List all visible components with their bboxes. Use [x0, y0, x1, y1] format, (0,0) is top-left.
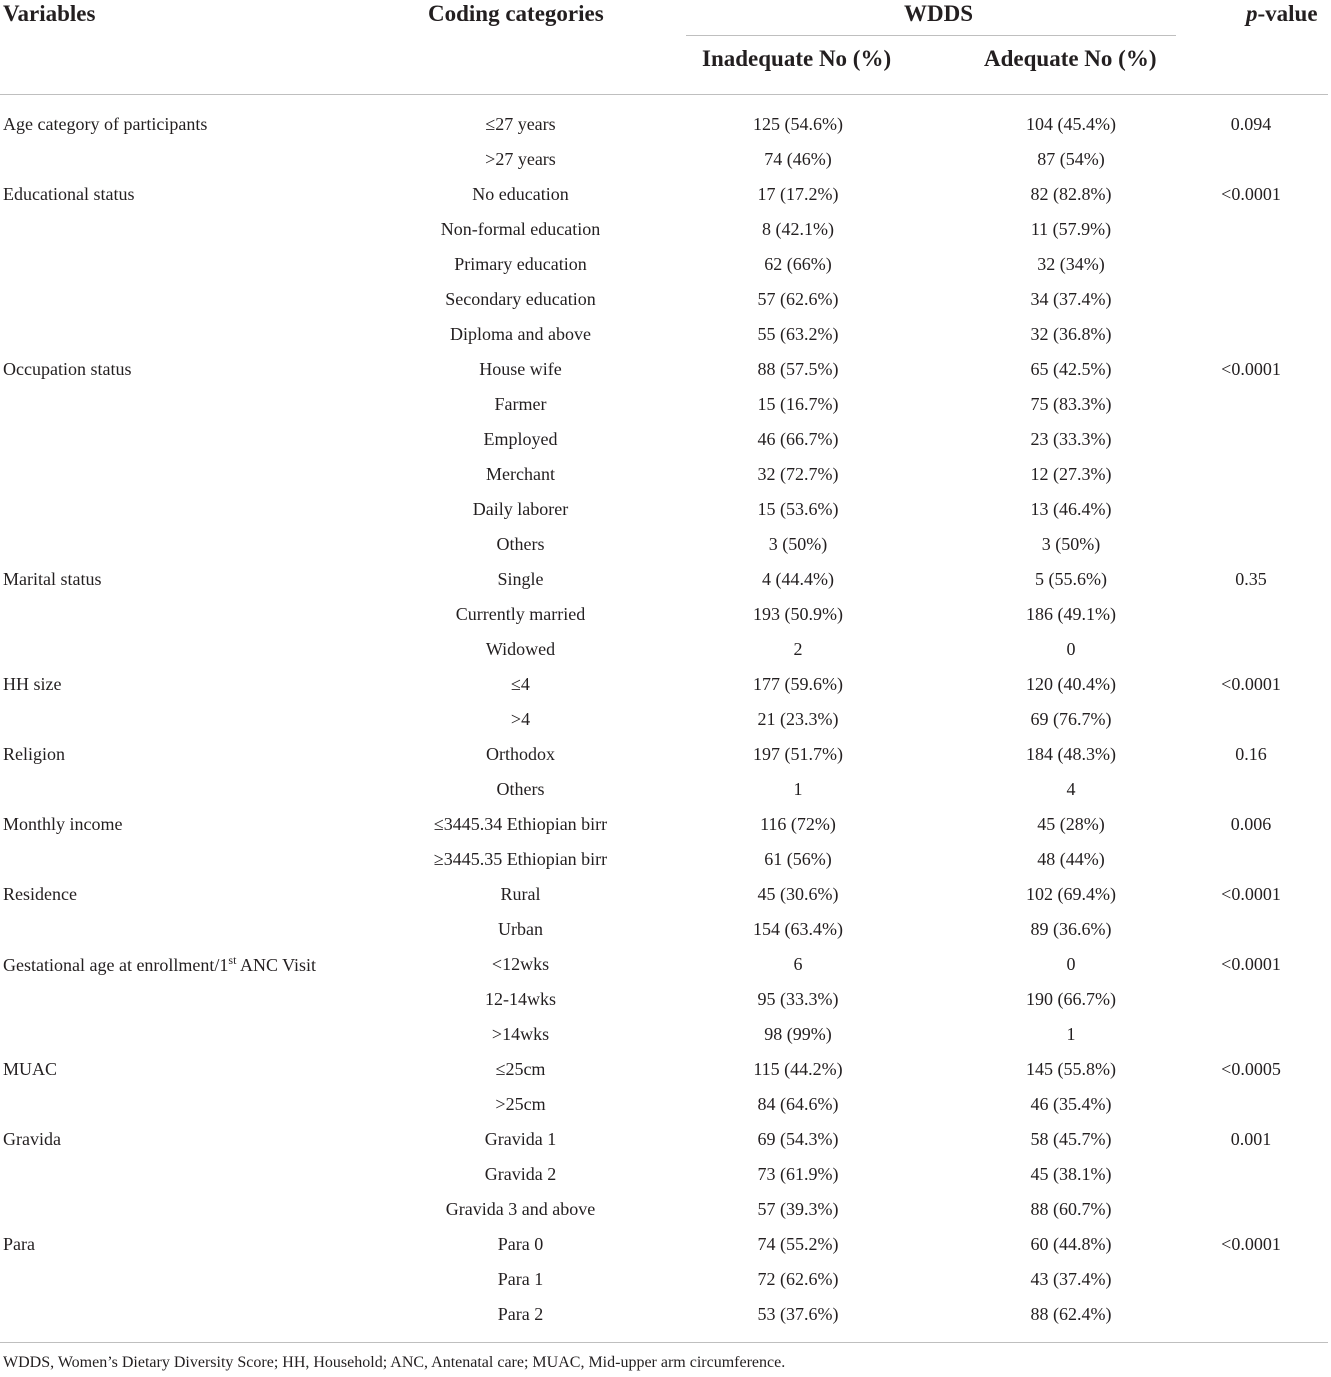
p-value-cell: <0.0001 [1221, 954, 1281, 974]
variable-cell [0, 282, 413, 317]
adequate-cell: 89 (36.6%) [1030, 919, 1112, 939]
data-table [0, 107, 1328, 1332]
adequate-cell: 23 (33.3%) [1030, 429, 1112, 449]
p-value-cell: 0.16 [1235, 744, 1267, 764]
p-value-cell [1174, 912, 1328, 947]
p-value-cell [1174, 1192, 1328, 1227]
category-cell: Rural [500, 884, 541, 904]
variable-superscript: st [228, 953, 237, 967]
category-cell: >27 years [485, 149, 556, 169]
inadequate-cell: 73 (61.9%) [757, 1164, 839, 1184]
inadequate-cell: 116 (72%) [760, 814, 836, 834]
category-cell: Farmer [494, 394, 547, 414]
category-cell: ≤4 [511, 674, 530, 694]
inadequate-cell: 61 (56%) [764, 849, 832, 869]
inadequate-cell: 154 (63.4%) [753, 919, 843, 939]
inadequate-cell: 2 [793, 639, 803, 659]
category-cell: Others [496, 534, 545, 554]
adequate-cell: 60 (44.8%) [1030, 1234, 1112, 1254]
category-cell: Employed [483, 429, 558, 449]
variable-cell: MUAC [3, 1059, 58, 1079]
inadequate-cell: 197 (51.7%) [753, 744, 843, 764]
adequate-cell: 88 (60.7%) [1030, 1199, 1112, 1219]
adequate-cell: 87 (54%) [1037, 149, 1105, 169]
p-value-cell: <0.0001 [1221, 1234, 1281, 1254]
category-cell: Para 0 [497, 1234, 544, 1254]
inadequate-cell: 3 (50%) [768, 534, 828, 554]
table-row [0, 632, 1328, 667]
adequate-cell: 46 (35.4%) [1030, 1094, 1112, 1114]
variable-cell [0, 527, 413, 562]
category-cell: Diploma and above [450, 324, 591, 344]
variable-cell [0, 387, 413, 422]
inadequate-cell: 45 (30.6%) [757, 884, 839, 904]
footer-rule [0, 1342, 1328, 1343]
variable-cell [0, 1087, 413, 1122]
category-cell: No education [472, 184, 569, 204]
header-wdds: WDDS [904, 1, 974, 26]
variable-cell [0, 422, 413, 457]
category-cell: House wife [479, 359, 562, 379]
category-cell: Para 1 [497, 1269, 544, 1289]
p-value-cell: <0.0001 [1221, 184, 1281, 204]
variable-cell: Marital status [3, 569, 102, 589]
p-value-cell [1174, 527, 1328, 562]
p-value-cell [1174, 842, 1328, 877]
category-cell: ≤25cm [495, 1059, 546, 1079]
table-row [0, 1157, 1328, 1192]
header-p-value [1246, 1, 1318, 27]
adequate-cell: 120 (40.4%) [1026, 674, 1116, 694]
table-row [0, 317, 1328, 352]
p-value-cell [1174, 317, 1328, 352]
table-row [0, 1052, 1328, 1087]
adequate-cell: 45 (38.1%) [1030, 1164, 1112, 1184]
table-row [0, 212, 1328, 247]
p-value-cell: <0.0001 [1221, 884, 1281, 904]
inadequate-cell: 4 (44.4%) [762, 569, 834, 589]
category-cell: Currently married [455, 604, 586, 624]
p-value-cell [1174, 1157, 1328, 1192]
p-value-cell [1174, 1297, 1328, 1332]
inadequate-cell: 15 (16.7%) [757, 394, 839, 414]
table-row [0, 422, 1328, 457]
variable-text: Gestational age at enrollment/1 [3, 955, 229, 975]
category-cell: Others [496, 779, 545, 799]
adequate-cell: 75 (83.3%) [1030, 394, 1112, 414]
table-row [0, 1297, 1328, 1332]
variable-cell [0, 317, 413, 352]
variable-cell: Religion [3, 744, 65, 764]
adequate-cell: 34 (37.4%) [1030, 289, 1112, 309]
adequate-cell: 32 (36.8%) [1030, 324, 1112, 344]
inadequate-cell: 57 (62.6%) [757, 289, 839, 309]
variable-cell [0, 1017, 413, 1052]
variable-cell [0, 772, 413, 807]
table-row [0, 562, 1328, 597]
p-value-cell [1174, 632, 1328, 667]
table-row [0, 352, 1328, 387]
variable-cell: HH size [3, 674, 62, 694]
table-row [0, 667, 1328, 702]
adequate-cell: 190 (66.7%) [1026, 989, 1116, 1009]
variable-cell: Para [3, 1234, 35, 1254]
category-cell: ≥3445.35 Ethiopian birr [433, 849, 608, 869]
category-cell: Single [497, 569, 544, 589]
category-cell: Gravida 3 and above [445, 1199, 596, 1219]
adequate-cell: 104 (45.4%) [1026, 114, 1116, 134]
header-rule [0, 94, 1328, 95]
inadequate-cell: 46 (66.7%) [757, 429, 839, 449]
p-value-cell [1174, 702, 1328, 737]
p-value-cell [1174, 457, 1328, 492]
table-row [0, 877, 1328, 912]
variable-cell [0, 912, 413, 947]
adequate-cell: 3 (50%) [1041, 534, 1101, 554]
header-inadequate: Inadequate No (%) [702, 46, 892, 71]
table-row [0, 842, 1328, 877]
variable-tail: ANC Visit [236, 955, 317, 975]
variable-cell [0, 632, 413, 667]
variable-cell [0, 1192, 413, 1227]
adequate-cell: 88 (62.4%) [1030, 1304, 1112, 1324]
adequate-cell: 69 (76.7%) [1030, 709, 1112, 729]
p-value-cell [1174, 1017, 1328, 1052]
p-value-cell [1174, 212, 1328, 247]
p-value-cell [1174, 772, 1328, 807]
variable-cell: Gravida [3, 1129, 61, 1149]
p-value-cell: 0.001 [1230, 1129, 1272, 1149]
inadequate-cell: 62 (66%) [764, 254, 832, 274]
variable-cell: Monthly income [3, 814, 123, 834]
adequate-cell: 48 (44%) [1037, 849, 1105, 869]
variable-cell: Age category of participants [3, 114, 208, 134]
table-row [0, 702, 1328, 737]
variable-cell [0, 1297, 413, 1332]
table-row [0, 282, 1328, 317]
inadequate-cell: 193 (50.9%) [753, 604, 843, 624]
variable-cell [0, 457, 413, 492]
adequate-cell: 5 (55.6%) [1035, 569, 1107, 589]
table-row [0, 492, 1328, 527]
p-value-cell [1174, 387, 1328, 422]
category-cell: ≤3445.34 Ethiopian birr [433, 814, 608, 834]
inadequate-cell: 32 (72.7%) [757, 464, 839, 484]
category-cell: Daily laborer [472, 499, 569, 519]
inadequate-cell: 53 (37.6%) [757, 1304, 839, 1324]
inadequate-cell: 6 [793, 954, 803, 974]
table-row [0, 247, 1328, 282]
inadequate-cell: 177 (59.6%) [753, 674, 843, 694]
wdds-underline [686, 35, 1176, 36]
category-cell: Gravida 1 [484, 1129, 557, 1149]
variable-cell: Residence [3, 884, 77, 904]
table-row [0, 597, 1328, 632]
variable-cell [0, 842, 413, 877]
adequate-cell: 0 [1066, 639, 1076, 659]
table-body [0, 107, 1328, 1332]
category-cell: 12-14wks [485, 989, 556, 1009]
table-row [0, 1087, 1328, 1122]
inadequate-cell: 55 (63.2%) [757, 324, 839, 344]
p-value-cell: <0.0001 [1221, 359, 1281, 379]
inadequate-cell: 69 (54.3%) [757, 1129, 839, 1149]
header-adequate: Adequate No (%) [984, 46, 1157, 71]
table-row [0, 947, 1328, 982]
category-cell: Para 2 [497, 1304, 544, 1324]
p-value-cell: <0.0005 [1221, 1059, 1281, 1079]
p-value-cell [1174, 492, 1328, 527]
p-value-cell: 0.094 [1230, 114, 1272, 134]
inadequate-cell: 1 [793, 779, 803, 799]
inadequate-cell: 88 (57.5%) [757, 359, 839, 379]
inadequate-cell: 74 (55.2%) [757, 1234, 839, 1254]
variable-cell [0, 947, 413, 982]
p-value-cell [1174, 982, 1328, 1017]
inadequate-cell: 8 (42.1%) [762, 219, 834, 239]
inadequate-cell: 21 (23.3%) [757, 709, 839, 729]
inadequate-cell: 98 (99%) [764, 1024, 832, 1044]
variable-cell [0, 1262, 413, 1297]
footnote: WDDS, Women’s Dietary Diversity Score; HH, Household; ANC, Antenatal care; MUAC, Mid-upper arm circumference. [3, 1354, 786, 1371]
table-row [0, 1122, 1328, 1157]
category-cell: Orthodox [486, 744, 555, 764]
adequate-cell: 32 (34%) [1037, 254, 1105, 274]
table-row [0, 807, 1328, 842]
variable-cell [0, 1157, 413, 1192]
p-value-cell [1174, 1087, 1328, 1122]
inadequate-cell: 84 (64.6%) [757, 1094, 839, 1114]
table-row [0, 1017, 1328, 1052]
adequate-cell: 186 (49.1%) [1026, 604, 1116, 624]
table-row [0, 457, 1328, 492]
variable-cell [0, 142, 413, 177]
table-row [0, 772, 1328, 807]
category-cell: Urban [498, 919, 543, 939]
inadequate-cell: 74 (46%) [764, 149, 832, 169]
p-value-cell: 0.006 [1230, 814, 1272, 834]
header-p-italic: p [1246, 1, 1258, 26]
header-variables: Variables [3, 1, 96, 26]
variable-cell [0, 702, 413, 737]
adequate-cell: 145 (55.8%) [1026, 1059, 1116, 1079]
variable-cell [0, 492, 413, 527]
inadequate-cell: 57 (39.3%) [757, 1199, 839, 1219]
category-cell: Primary education [454, 254, 587, 274]
inadequate-cell: 15 (53.6%) [757, 499, 839, 519]
inadequate-cell: 95 (33.3%) [757, 989, 839, 1009]
adequate-cell: 43 (37.4%) [1030, 1269, 1112, 1289]
inadequate-cell: 125 (54.6%) [753, 114, 843, 134]
category-cell: Merchant [486, 464, 555, 484]
table-row [0, 912, 1328, 947]
table-row [0, 1262, 1328, 1297]
variable-cell [0, 247, 413, 282]
variable-cell [0, 597, 413, 632]
table-row [0, 177, 1328, 212]
header-p-rest: -value [1257, 1, 1318, 26]
table-row [0, 982, 1328, 1017]
adequate-cell: 45 (28%) [1037, 814, 1105, 834]
variable-cell [0, 982, 413, 1017]
p-value-cell [1174, 142, 1328, 177]
category-cell: ≤27 years [485, 114, 556, 134]
category-cell: Gravida 2 [484, 1164, 557, 1184]
adequate-cell: 102 (69.4%) [1026, 884, 1116, 904]
adequate-cell: 184 (48.3%) [1026, 744, 1116, 764]
p-value-cell: <0.0001 [1221, 674, 1281, 694]
adequate-cell: 58 (45.7%) [1030, 1129, 1112, 1149]
category-cell: Widowed [485, 639, 556, 659]
inadequate-cell: 17 (17.2%) [757, 184, 839, 204]
p-value-cell [1174, 1262, 1328, 1297]
variable-cell [0, 212, 413, 247]
adequate-cell: 1 [1066, 1024, 1076, 1044]
category-cell: >4 [510, 709, 531, 729]
category-cell: <12wks [491, 954, 550, 974]
category-cell: Secondary education [445, 289, 596, 309]
adequate-cell: 82 (82.8%) [1030, 184, 1112, 204]
inadequate-cell: 72 (62.6%) [757, 1269, 839, 1289]
adequate-cell: 0 [1066, 954, 1076, 974]
adequate-cell: 4 [1066, 779, 1076, 799]
variable-cell: Occupation status [3, 359, 132, 379]
table-row [0, 107, 1328, 142]
table-row [0, 1227, 1328, 1262]
table-row [0, 1192, 1328, 1227]
p-value-cell [1174, 597, 1328, 632]
category-cell: >14wks [491, 1024, 550, 1044]
table-row [0, 387, 1328, 422]
p-value-cell [1174, 422, 1328, 457]
adequate-cell: 13 (46.4%) [1030, 499, 1112, 519]
adequate-cell: 11 (57.9%) [1030, 219, 1112, 239]
inadequate-cell: 115 (44.2%) [753, 1059, 843, 1079]
category-cell: >25cm [495, 1094, 546, 1114]
category-cell: Non-formal education [440, 219, 601, 239]
table-row [0, 737, 1328, 772]
table-row [0, 527, 1328, 562]
table-row [0, 142, 1328, 177]
header-coding-categories: Coding categories [428, 1, 604, 26]
p-value-cell [1174, 247, 1328, 282]
variable-cell: Educational status [3, 184, 135, 204]
adequate-cell: 12 (27.3%) [1030, 464, 1112, 484]
p-value-cell [1174, 282, 1328, 317]
p-value-cell: 0.35 [1235, 569, 1267, 589]
adequate-cell: 65 (42.5%) [1030, 359, 1112, 379]
